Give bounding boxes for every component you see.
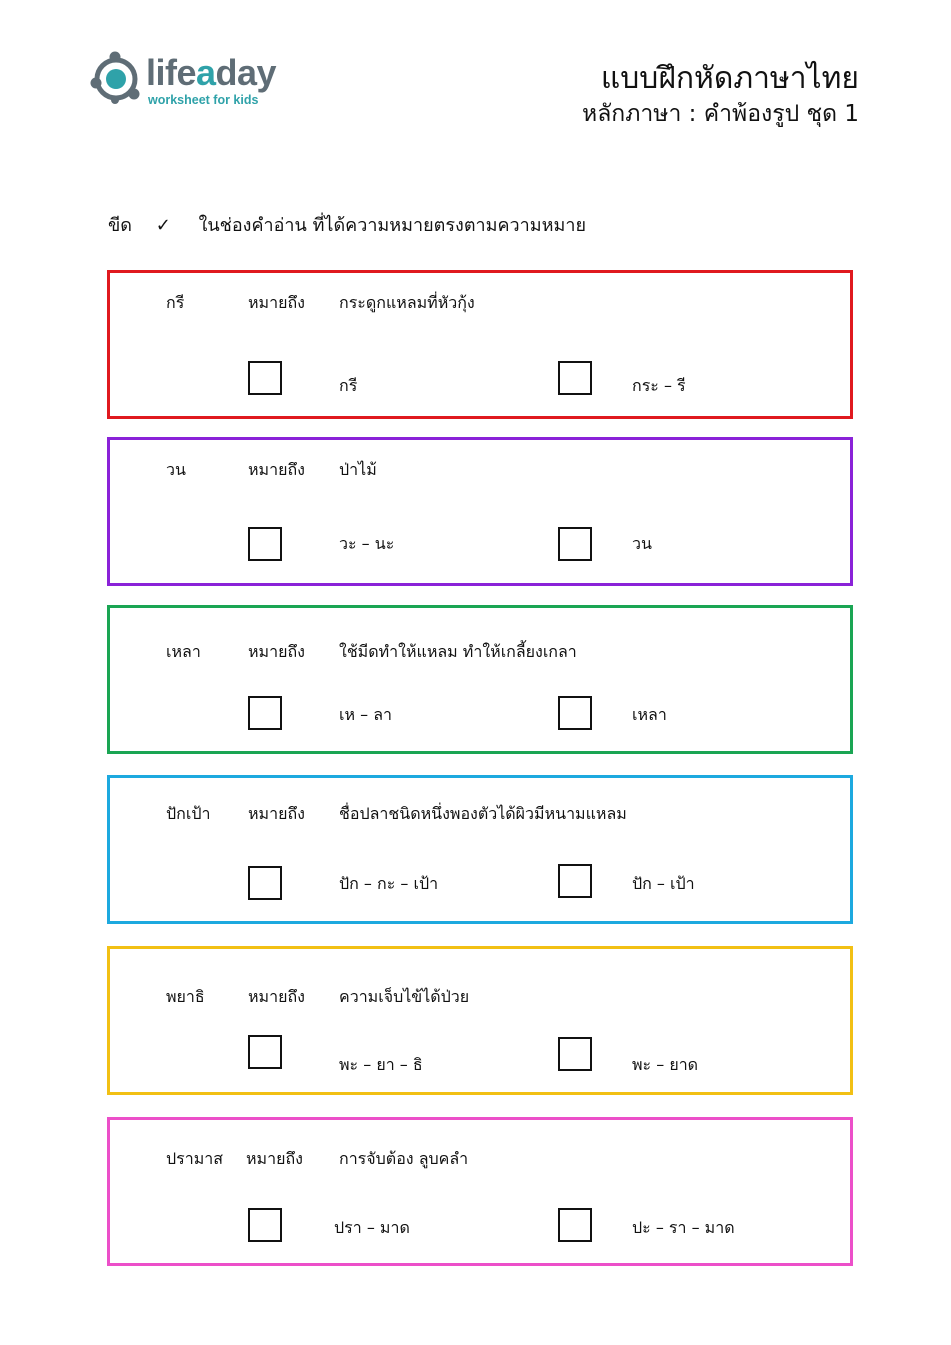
logo-node — [129, 89, 140, 100]
molecule-logo-icon — [90, 50, 146, 110]
answer-option-a: ปรา – มาด — [334, 1218, 410, 1237]
answer-checkbox-b[interactable] — [558, 864, 592, 898]
question-word: เหลา — [166, 642, 201, 661]
answer-option-b: ปะ – รา – มาด — [632, 1218, 735, 1237]
means-label: หมายถึง — [248, 293, 305, 312]
answer-option-b: วน — [632, 534, 652, 553]
question-card — [107, 437, 853, 586]
answer-option-b: พะ – ยาด — [632, 1055, 699, 1074]
question-card — [107, 1117, 853, 1266]
logo-word-start: life — [146, 52, 197, 93]
worksheet-subtitle: หลักภาษา : คำพ้องรูป ชุด 1 — [582, 101, 859, 127]
means-label: หมายถึง — [248, 460, 305, 479]
answer-checkbox-b[interactable] — [558, 1037, 592, 1071]
answer-option-a: กรี — [339, 376, 358, 395]
question-definition: ความเจ็บไข้ได้ป่วย — [339, 987, 470, 1006]
question-card — [107, 270, 853, 419]
question-definition: ชื่อปลาชนิดหนึ่งพองตัวได้ผิวมีหนามแหลม — [339, 804, 627, 823]
answer-checkbox-a[interactable] — [248, 696, 282, 730]
logo-node — [110, 52, 121, 63]
logo-tagline: worksheet for kids — [148, 93, 259, 107]
question-card — [107, 605, 853, 754]
worksheet-title: แบบฝึกหัดภาษาไทย — [600, 61, 859, 96]
question-definition: ใช้มีดทำให้แหลม ทำให้เกลี้ยงเกลา — [339, 642, 577, 661]
answer-option-a: ปัก – กะ – เป้า — [339, 874, 439, 893]
means-label: หมายถึง — [248, 804, 305, 823]
answer-checkbox-b[interactable] — [558, 696, 592, 730]
logo-wordmark — [146, 52, 276, 94]
lifeaday-logo — [90, 50, 300, 110]
instruction-prefix: ขีด — [108, 215, 132, 236]
logo-center-dot — [106, 69, 126, 89]
answer-option-a: เห – ลา — [339, 705, 392, 724]
logo-node — [91, 78, 102, 89]
answer-checkbox-a[interactable] — [248, 1035, 282, 1069]
answer-checkbox-b[interactable] — [558, 1208, 592, 1242]
question-definition: ป่าไม้ — [339, 460, 377, 479]
question-definition: การจับต้อง ลูบคลำ — [339, 1149, 469, 1168]
logo-word-end: day — [215, 52, 277, 93]
logo-word-accent: a — [196, 52, 216, 93]
question-definition: กระดูกแหลมที่หัวกุ้ง — [339, 293, 475, 312]
answer-checkbox-b[interactable] — [558, 527, 592, 561]
question-word: ปักเป้า — [166, 804, 211, 823]
instruction-line — [108, 210, 586, 239]
check-mark-icon: ✓ — [155, 215, 171, 236]
answer-option-b: เหลา — [632, 705, 667, 724]
answer-option-b: ปัก – เป้า — [632, 874, 695, 893]
means-label: หมายถึง — [246, 1149, 303, 1168]
question-word: วน — [166, 460, 186, 479]
answer-checkbox-b[interactable] — [558, 361, 592, 395]
means-label: หมายถึง — [248, 642, 305, 661]
question-word: พยาธิ — [166, 987, 205, 1006]
answer-checkbox-a[interactable] — [248, 1208, 282, 1242]
instruction-text: ในช่องคำอ่าน ที่ได้ความหมายตรงตามความหมาย — [198, 215, 586, 236]
means-label: หมายถึง — [248, 987, 305, 1006]
question-card — [107, 946, 853, 1095]
answer-checkbox-a[interactable] — [248, 866, 282, 900]
question-word: กรี — [166, 293, 185, 312]
answer-checkbox-a[interactable] — [248, 361, 282, 395]
question-card — [107, 775, 853, 924]
answer-checkbox-a[interactable] — [248, 527, 282, 561]
logo-node — [111, 96, 119, 104]
worksheet-header — [582, 60, 859, 130]
answer-option-a: พะ – ยา – ธิ — [339, 1055, 423, 1074]
answer-option-a: วะ – นะ — [339, 534, 395, 553]
question-word: ปรามาส — [166, 1149, 224, 1168]
answer-option-b: กระ – รี — [632, 376, 686, 395]
